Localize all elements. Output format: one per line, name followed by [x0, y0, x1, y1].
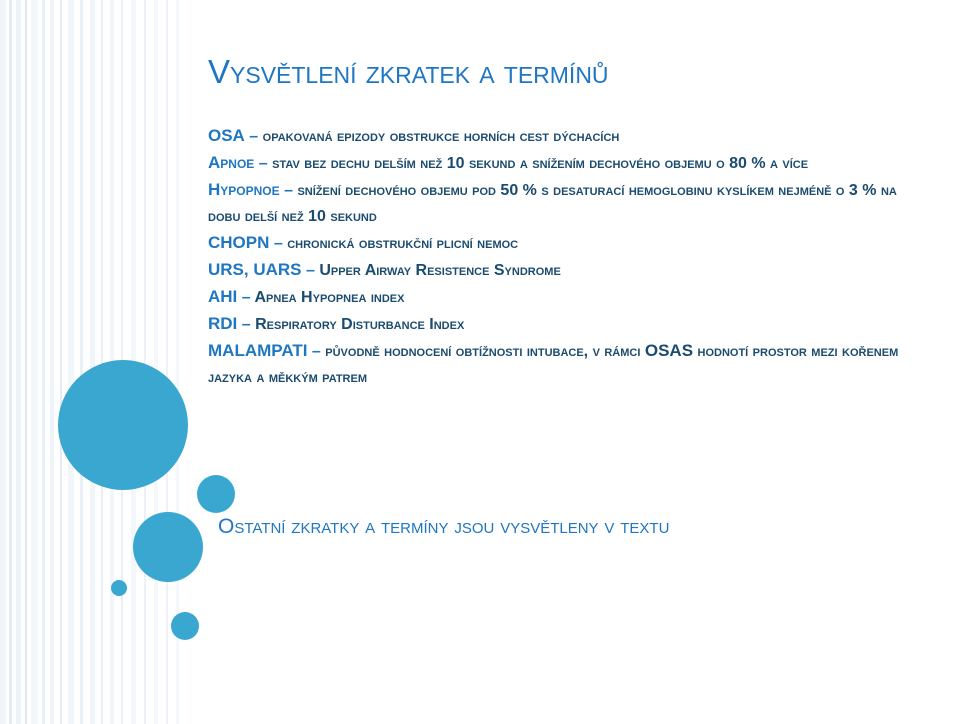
term-hypopnoe: Hypopnoe [208, 180, 280, 199]
definition: původně hodnocení obtížnosti intubace, v rámci [325, 343, 641, 360]
definition: Upper Airway Resistence Syndrome [319, 262, 561, 279]
decorative-circle-small-2 [171, 612, 199, 640]
term-osas: OSAS [644, 341, 694, 360]
definition: chronická obstrukční plicní nemoc [287, 235, 519, 252]
term-ahi: AHI [208, 287, 238, 306]
term-chopn: CHOPN [208, 233, 270, 252]
term-apnoe: Apnoe [208, 153, 255, 172]
definition: Respiratory Disturbance Index [255, 316, 465, 333]
definition-tail: hodnotí prostor mezi kořenem jazyka a měkkým patrem [208, 343, 899, 386]
term-rdi: RDI [208, 314, 238, 333]
definition: opakovaná epizody obstrukce horních cest dýchacích [262, 128, 620, 145]
footer-note: Ostatní zkratky a termíny jsou vysvětleny v textu [218, 515, 670, 538]
list-item: Apnoe – stav bez dechu delším než 10 sekund a snížením dechového objemu o 80 % a více [208, 153, 809, 172]
decorative-circle-medium [133, 512, 203, 582]
term-osa: OSA [208, 126, 245, 145]
list-item: URS, UARS – Upper Airway Resistence Syndrome [208, 260, 561, 279]
list-item: AHI – Apnea Hypopnea index [208, 287, 405, 306]
list-item: OSA – opakovaná epizody obstrukce horních cest dýchacích [208, 126, 620, 145]
term-urs-uars: URS, UARS [208, 260, 302, 279]
list-item: MALAMPATI – původně hodnocení obtížnosti intubace, v rámci OSAS hodnotí prostor mezi kořenem jazyka a měkkým patrem [208, 341, 899, 386]
decorative-circle-small [197, 475, 235, 513]
decorative-circle-tiny [111, 580, 127, 596]
abbreviation-list [208, 123, 908, 391]
definition: snížení dechového objemu pod 50 % s desaturací hemoglobinu kyslíkem nejméně o 3 % na dobu delší než 10 sekund [208, 182, 897, 225]
definition: stav bez dechu delším než 10 sekund a snížením dechového objemu o 80 % a více [272, 155, 809, 172]
definition: Apnea Hypopnea index [254, 289, 405, 306]
page-title: Vysvětlení zkratek a termínů [208, 53, 609, 90]
list-item: Hypopnoe – snížení dechového objemu pod 50 % s desaturací hemoglobinu kyslíkem nejméně o 3 % na dobu delší než 10 sekund [208, 180, 897, 225]
list-item: CHOPN – chronická obstrukční plicní nemoc [208, 233, 519, 252]
term-malampati: MALAMPATI [208, 341, 308, 360]
list-item: RDI – Respiratory Disturbance Index [208, 314, 465, 333]
decorative-circle-large [58, 360, 188, 490]
